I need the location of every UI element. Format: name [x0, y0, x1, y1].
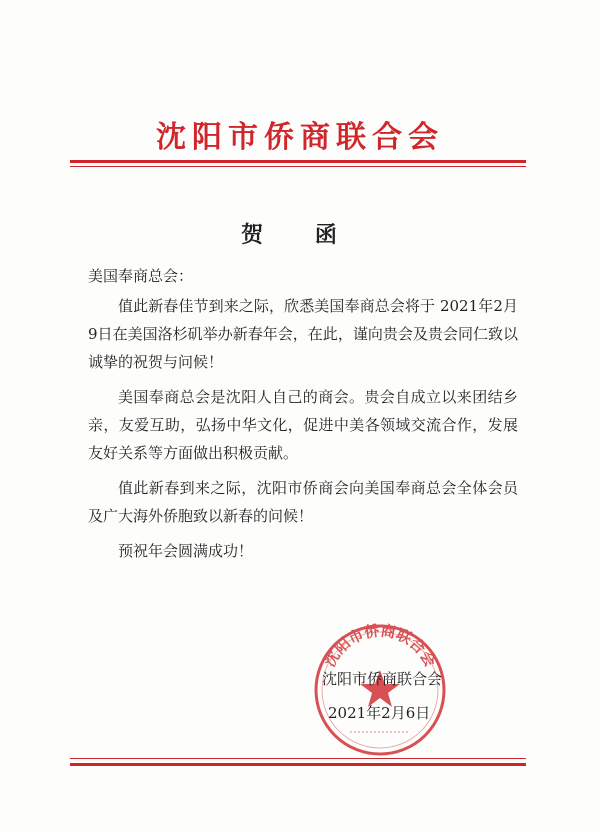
paragraph: 美国奉商总会是沈阳人自己的商会。贵会自成立以来团结乡亲，友爱互助，弘扬中华文化，促进中美各领域交流合作，发展友好关系等方面做出积极贡献。 — [88, 388, 518, 462]
svg-text:沈阳市侨商联合会: 沈阳市侨商联合会 — [320, 621, 440, 670]
paragraph: 预祝年会圆满成功！ — [118, 542, 254, 560]
letterhead-title: 沈阳市侨商联合会 — [156, 120, 444, 155]
document-title: 贺 函 — [241, 223, 359, 248]
paragraph: 值此新春佳节到来之际，欣悉美国奉商总会将于 2021年2月9日在美国洛杉矶举办新春年会，在此，谨向贵会及贵会同仁致以诚挚的祝贺与问候！ — [88, 297, 518, 371]
salutation: 美国奉商总会： — [88, 267, 194, 285]
footer-rule-thin — [70, 758, 526, 759]
paragraph: 值此新春到来之际，沈阳市侨商会向美国奉商总会全体会员及广大海外侨胞致以新春的问候！ — [88, 479, 518, 525]
signature-organization: 沈阳市侨商联合会 — [322, 670, 443, 688]
letter-body — [88, 292, 518, 572]
official-seal-stamp — [310, 620, 450, 760]
signature-date: 2021年2月6日 — [328, 704, 431, 722]
letterhead-rule-thin — [70, 166, 526, 167]
footer-rule-thick — [70, 763, 526, 766]
letterhead-rule-thick — [70, 160, 526, 163]
